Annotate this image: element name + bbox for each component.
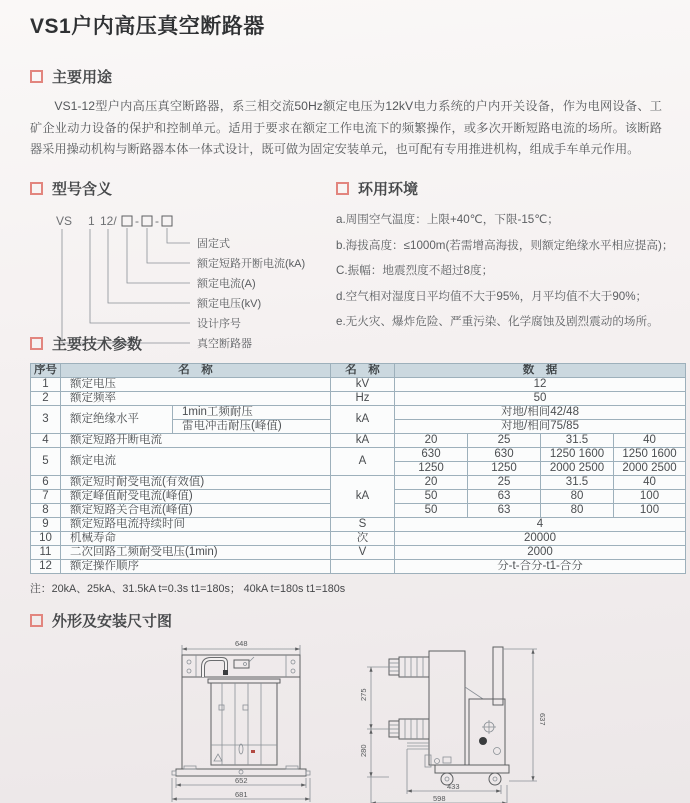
section-usage (30, 66, 662, 161)
table-cell: S (331, 518, 395, 532)
table-cell: 额定短路电流持续时间 (61, 518, 331, 532)
front-view-drawing (148, 639, 333, 803)
table-cell: 3 (31, 406, 61, 434)
cable-tube (203, 659, 226, 677)
table-cell: 额定峰值耐受电流(峰值) (61, 490, 331, 504)
table-cell: 1250 (468, 462, 541, 476)
dim-label-front-base: 652 (235, 776, 248, 785)
table-row (31, 448, 686, 462)
table-cell: 80 (541, 490, 614, 504)
table-cell: 10 (31, 532, 61, 546)
table-header: 数 据 (395, 364, 686, 378)
model-code-serial: 1 (88, 214, 95, 228)
environment-heading (336, 178, 686, 199)
table-cell: 80 (541, 504, 614, 518)
table-cell: 63 (468, 504, 541, 518)
table-cell: 对地/相间42/48 (395, 406, 686, 420)
callout-line (167, 228, 190, 243)
dimension-drawings (30, 639, 675, 803)
usage-heading-label: 主要用途 (52, 69, 113, 86)
model-label: 设计序号 (197, 318, 241, 330)
frame-bolt (479, 737, 487, 745)
table-cell: 2000 2500 (541, 462, 614, 476)
section-marker-icon (336, 182, 349, 195)
dim-label-side-upper: 275 (359, 688, 368, 701)
table-cell: 对地/相间75/85 (395, 420, 686, 434)
table-cell: 100 (614, 504, 686, 518)
table-cell: 63 (468, 490, 541, 504)
dim-label-side-depth-overall: 598 (433, 794, 446, 803)
section-marker-icon (30, 182, 43, 195)
table-cell: 1min工频耐压 (173, 406, 331, 420)
model-code-box (122, 216, 132, 226)
table-row (31, 378, 686, 392)
dim-label-side-depth-inner: 433 (447, 782, 460, 791)
table-cell: 4 (31, 434, 61, 448)
table-header-row (31, 364, 686, 378)
table-cell: 2 (31, 392, 61, 406)
table-row (31, 560, 686, 574)
model-code-voltage: 12/ (100, 214, 117, 228)
environment-item: e.无火灾、爆炸危险、严重污染、化学腐蚀及剧烈震动的场所。 (336, 315, 659, 328)
model-label: 固定式 (197, 238, 230, 250)
table-cell (331, 560, 395, 574)
table-cell: 630 (468, 448, 541, 462)
table-cell: 31.5 (541, 434, 614, 448)
table-cell: 4 (395, 518, 686, 532)
model-code-prefix: VS (56, 214, 73, 228)
table-cell: 1250 1600 (614, 448, 686, 462)
model-label: 额定电流(A) (197, 278, 256, 290)
usage-heading (30, 66, 662, 87)
table-cell: 额定频率 (61, 392, 331, 406)
dim-label-front-top: 648 (235, 639, 248, 648)
table-cell: kA (331, 406, 395, 434)
table-cell: kA (331, 434, 395, 448)
table-cell: 630 (395, 448, 468, 462)
table-cell: 25 (468, 434, 541, 448)
table-cell: 额定电压 (61, 378, 331, 392)
table-cell: 12 (31, 560, 61, 574)
red-indicator (251, 750, 255, 753)
table-cell: kA (331, 476, 395, 518)
table-cell: A (331, 448, 395, 476)
table-cell: 25 (468, 476, 541, 490)
table-cell: 二次回路工频耐受电压(1min) (61, 546, 331, 560)
table-cell: 1250 (395, 462, 468, 476)
model-label: 额定电压(kV) (197, 298, 262, 310)
table-row (31, 392, 686, 406)
callout-line (127, 228, 190, 283)
usage-paragraph: VS1-12型户内高压真空断路器，系三相交流50Hz额定电压为12kV电力系统的户内开关设备，作为电网设备、工矿企业动力设备的保护和控制单元。适用于要求在额定工作电流下的频繁操作，或多次开断短路电流的场所。该断路器采用操动机构与断路器本体一体式设计，既可做为固定安装单元，也可配有专用推进机构，组成手车单元作用。 (30, 99, 662, 157)
table-footnote: 注：20kA、25kA、31.5kA t=0.3s t1=180s； 40kA t=180s t1=180s (30, 583, 346, 595)
environment-item: a.周围空气温度：上限+40℃，下限-15℃； (336, 213, 559, 226)
table-cell: 额定短路开断电流 (61, 434, 331, 448)
table-header: 序号 (31, 364, 61, 378)
table-cell: 额定电流 (61, 448, 331, 476)
table-cell: 额定短时耐受电流(有效值) (61, 476, 331, 490)
environment-item: C.振幅：地震烈度不超过8度； (336, 264, 494, 277)
parameters-heading (30, 333, 686, 354)
model-label: 真空断路器 (197, 338, 252, 350)
environment-item: b.海拔高度：≤1000m(若需增高海拔，则额定绝缘水平相应提高)； (336, 238, 674, 252)
table-cell: 5 (31, 448, 61, 476)
table-row (31, 476, 686, 490)
table-row (31, 532, 686, 546)
table-cell: 20000 (395, 532, 686, 546)
table-cell: 1 (31, 378, 61, 392)
section-outline (30, 610, 675, 803)
table-cell: 2000 2500 (614, 462, 686, 476)
callout-line (147, 228, 190, 263)
table-row (31, 546, 686, 560)
model-heading (30, 178, 335, 199)
environment-list (336, 207, 686, 335)
outline-heading (30, 610, 675, 631)
table-cell: 11 (31, 546, 61, 560)
side-view-drawing (351, 639, 551, 803)
dim-label-front-overall: 681 (235, 790, 248, 799)
model-code-box (162, 216, 172, 226)
table-cell: V (331, 546, 395, 560)
parameters-heading-label: 主要技术参数 (52, 336, 143, 353)
table-cell: 雷电冲击耐压(峰值) (173, 420, 331, 434)
environment-heading-label: 环用环境 (358, 181, 419, 198)
section-parameters (30, 333, 686, 596)
section-environment (336, 178, 686, 335)
dim-label-side-height: 637 (538, 713, 547, 726)
table-cell: 31.5 (541, 476, 614, 490)
table-cell: 额定短路关合电流(峰值) (61, 504, 331, 518)
page-title: VS1户内高压真空断路器 (30, 15, 265, 38)
tube-end-fitting (223, 670, 228, 675)
table-cell: 12 (395, 378, 686, 392)
table-cell: 50 (395, 490, 468, 504)
table-cell: 1250 1600 (541, 448, 614, 462)
table-cell: 20 (395, 476, 468, 490)
table-header: 名 称 (331, 364, 395, 378)
table-cell: 40 (614, 434, 686, 448)
environment-item: d.空气相对湿度日平均值不大于95%，月平均值不大于90%； (336, 289, 648, 303)
model-heading-label: 型号含义 (52, 181, 113, 198)
outline-heading-label: 外形及安装尺寸图 (52, 613, 173, 630)
table-cell: 9 (31, 518, 61, 532)
table-cell: 额定绝缘水平 (61, 406, 173, 434)
dim-label-side-lower: 280 (359, 744, 368, 757)
table-header: 名 称 (61, 364, 331, 378)
table-cell: 20 (395, 434, 468, 448)
callout-line (108, 229, 190, 303)
parameters-table (30, 363, 686, 574)
table-cell: 次 (331, 532, 395, 546)
section-marker-icon (30, 614, 43, 627)
model-code-dash: - (155, 214, 159, 228)
table-row (31, 406, 686, 420)
table-cell: 6 (31, 476, 61, 490)
table-cell: 40 (614, 476, 686, 490)
model-code-dash: - (135, 214, 139, 228)
table-row (31, 434, 686, 448)
section-marker-icon (30, 337, 43, 350)
table-cell: 7 (31, 490, 61, 504)
table-cell: 50 (395, 392, 686, 406)
table-cell: 8 (31, 504, 61, 518)
table-cell: 额定操作顺序 (61, 560, 331, 574)
callout-line (62, 229, 190, 343)
table-cell: Hz (331, 392, 395, 406)
table-cell: 100 (614, 490, 686, 504)
table-cell: kV (331, 378, 395, 392)
model-label: 额定短路开断电流(kA) (197, 258, 306, 270)
table-cell: 分-t-合分-t1-合分 (395, 560, 686, 574)
table-cell: 2000 (395, 546, 686, 560)
table-cell: 机械寿命 (61, 532, 331, 546)
section-marker-icon (30, 70, 43, 83)
model-code-box (142, 216, 152, 226)
table-cell: 50 (395, 504, 468, 518)
table-row (31, 518, 686, 532)
